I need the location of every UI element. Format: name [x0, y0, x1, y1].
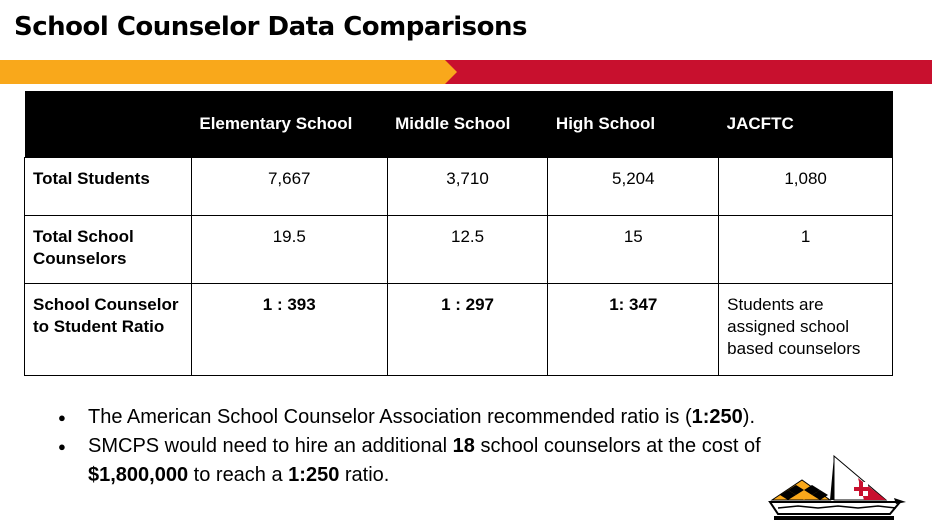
- list-item: [58, 432, 818, 490]
- table-cell: 1 : 297: [387, 284, 548, 376]
- maryland-flag-sail-logo-icon: [768, 450, 908, 524]
- counselor-data-table: [24, 91, 893, 376]
- table-cell: 1 : 393: [191, 284, 387, 376]
- bullet-text: school counselors at the cost of: [474, 435, 761, 457]
- table-row: [25, 158, 893, 216]
- bullet-bold: $1,800,000: [88, 464, 189, 486]
- table-cell: 5,204: [548, 158, 719, 216]
- table-header-row: [25, 91, 893, 158]
- bullet-list: [58, 403, 818, 490]
- table-row: [25, 284, 893, 376]
- header-high-school: High School: [548, 91, 719, 158]
- header-middle-school: Middle School: [387, 91, 548, 158]
- bullet-text: ratio.: [339, 464, 390, 486]
- header-jacftc: JACFTC: [719, 91, 893, 158]
- header-cell-empty: [25, 91, 192, 158]
- page-title: School Counselor Data Comparisons: [14, 12, 527, 42]
- row-label: School Counselor to Student Ratio: [25, 284, 192, 376]
- bullet-bold: 1:250: [691, 406, 743, 428]
- row-label: Total School Counselors: [25, 216, 192, 284]
- bullet-text: SMCPS would need to hire an additional: [88, 435, 453, 457]
- row-label: Total Students: [25, 158, 192, 216]
- table-cell: 12.5: [387, 216, 548, 284]
- table-cell: 15: [548, 216, 719, 284]
- bullet-text: to reach a: [188, 464, 289, 486]
- table-cell: 7,667: [191, 158, 387, 216]
- table-cell: Students are assigned school based counselors: [719, 284, 893, 376]
- table-cell: 3,710: [387, 158, 548, 216]
- header-stripe: [0, 60, 932, 84]
- bullet-bold: 1:250: [288, 464, 340, 486]
- table-cell: 19.5: [191, 216, 387, 284]
- bullet-bold: 18: [452, 435, 475, 457]
- list-item: [58, 403, 818, 432]
- table-cell: 1: [719, 216, 893, 284]
- table-row: [25, 216, 893, 284]
- bullet-text: The American School Counselor Association recommended ratio is (: [88, 406, 692, 428]
- table-cell: 1: 347: [548, 284, 719, 376]
- bullet-text: ).: [742, 406, 755, 428]
- header-elementary-school: Elementary School: [191, 91, 387, 158]
- table-cell: 1,080: [719, 158, 893, 216]
